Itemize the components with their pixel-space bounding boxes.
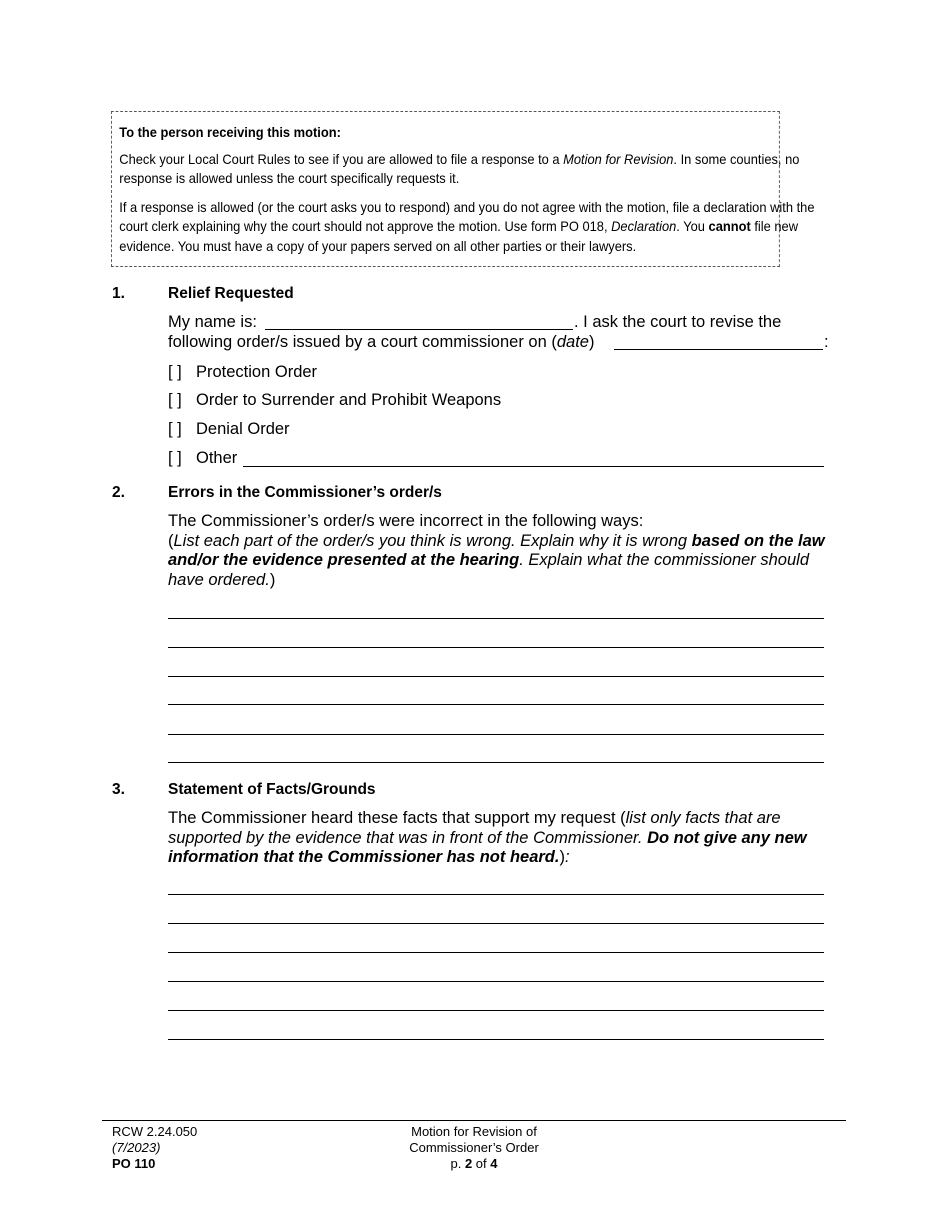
page-total: 4 (490, 1156, 498, 1171)
notice-p1-text-end: . In some counties, no response is allowed unless the court specifically requests it. (119, 150, 800, 186)
errors-instruction-text (168, 532, 833, 591)
paren-open: ( (168, 531, 174, 550)
page-of: of (472, 1156, 491, 1171)
name-label: My name is: (168, 313, 257, 331)
page-current: 2 (464, 1156, 473, 1171)
facts-italic: list only facts that are supported by the evidence that was in front of the Commissioner. (168, 809, 781, 847)
section-1-number: 1. (112, 285, 125, 302)
footer-divider (102, 1120, 846, 1121)
notice-box (111, 111, 815, 267)
checkbox[interactable]: [ ] (168, 449, 182, 467)
section-3-number: 3. (112, 781, 125, 798)
errors-line[interactable] (168, 676, 824, 677)
facts-paren: ) (559, 848, 565, 866)
errors-instr-italic: List each part of the order/s you think is wrong. Explain why it is wrong (173, 531, 692, 550)
errors-instr-italic-end: . Explain what the commissioner should have ordered. (168, 551, 809, 589)
other-field[interactable] (243, 452, 824, 467)
notice-paragraph-2 (119, 198, 846, 257)
facts-bold: Do not give any new information that the Commissioner has not heard. (168, 828, 807, 866)
option-protection-order[interactable] (168, 362, 317, 382)
section-2-number: 2. (112, 484, 125, 501)
page-prefix: p. (450, 1156, 465, 1171)
footer-title-line-2: Commissioner’s Order (409, 1140, 539, 1155)
notice-heading: To the person receiving this motion: (119, 124, 341, 140)
checkbox[interactable]: [ ] (168, 363, 182, 381)
option-label: Protection Order (196, 363, 318, 381)
checkbox[interactable]: [ ] (168, 420, 182, 438)
notice-p2-bold: cannot (708, 218, 751, 234)
option-denial-order[interactable] (168, 419, 290, 439)
option-other[interactable] (168, 448, 237, 468)
errors-line[interactable] (168, 762, 824, 763)
checkbox[interactable]: [ ] (168, 391, 182, 409)
page-number (374, 1156, 574, 1172)
notice-p2-text: If a response is allowed (or the court asks you to respond) and you do not agree with the motion, file a declaration with the court clerk explaining why the court should not approve the motion. Use form PO 018, (119, 198, 815, 234)
errors-line[interactable] (168, 618, 824, 619)
facts-line[interactable] (168, 923, 824, 924)
name-field[interactable] (265, 315, 573, 330)
errors-instr-bold: based on the law and/or the evidence presented at the hearing (168, 531, 825, 569)
footer-rcw: RCW 2.24.050 (112, 1124, 198, 1139)
errors-instructions (168, 512, 833, 590)
option-surrender-weapons[interactable] (168, 390, 501, 410)
facts-line[interactable] (168, 1010, 824, 1011)
footer-form-info (112, 1124, 197, 1172)
notice-p2-italic: Declaration (611, 218, 677, 234)
order-date-italic: date (556, 333, 589, 351)
footer-title-line-1: Motion for Revision of (411, 1124, 537, 1139)
facts-line[interactable] (168, 952, 824, 953)
notice-p2-text-end: file new evidence. You must have a copy of your papers served on all other parties or their lawyers. (119, 218, 799, 254)
footer-form-number: PO 110 (112, 1156, 156, 1171)
notice-p1-text: Check your Local Court Rules to see if you are allowed to file a response to a (119, 150, 564, 167)
facts-line[interactable] (168, 894, 824, 895)
facts-instructions (168, 809, 833, 868)
paren-close: ) (269, 570, 276, 589)
facts-line[interactable] (168, 1039, 824, 1040)
footer-title (374, 1124, 574, 1172)
footer-date: (7/2023) (112, 1140, 161, 1155)
notice-paragraph-1 (119, 150, 846, 189)
errors-line[interactable] (168, 647, 824, 648)
order-date-text: following order/s issued by a court commissioner on ( (168, 333, 557, 351)
option-label: Denial Order (196, 420, 290, 438)
notice-p2-text-mid: . You (676, 218, 709, 234)
section-2-title: Errors in the Commissioner’s order/s (168, 484, 442, 501)
errors-intro: The Commissioner’s order/s were incorrect in the following ways: (168, 512, 644, 530)
notice-p1-italic: Motion for Revision (563, 150, 674, 167)
facts-line[interactable] (168, 981, 824, 982)
name-after-text: . I ask the court to revise the (574, 313, 782, 331)
errors-line[interactable] (168, 704, 824, 705)
order-date-paren: ) (588, 333, 595, 351)
option-label: Order to Surrender and Prohibit Weapons (196, 391, 502, 409)
section-3-title: Statement of Facts/Grounds (168, 781, 376, 798)
order-date-colon: : (824, 333, 829, 351)
section-1-title: Relief Requested (168, 285, 294, 302)
option-label: Other (196, 449, 238, 467)
errors-line[interactable] (168, 734, 824, 735)
facts-text: The Commissioner heard these facts that support my request ( (168, 809, 626, 827)
order-date-field[interactable] (614, 335, 823, 350)
facts-colon: : (564, 848, 570, 866)
